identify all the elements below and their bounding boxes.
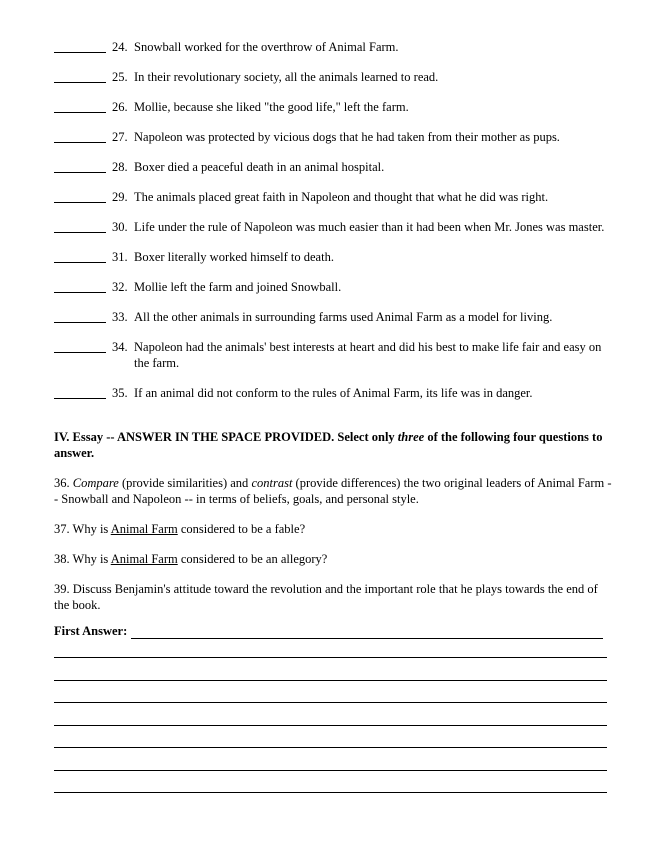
- true-false-list: [54, 39, 614, 415]
- question-32: [54, 279, 614, 295]
- question-34: [54, 339, 614, 371]
- question-text-end: considered to be a fable?: [177, 522, 306, 536]
- answer-line[interactable]: [54, 792, 607, 793]
- answer-blank[interactable]: [54, 129, 106, 143]
- question-35: [54, 385, 614, 401]
- emphasis-contrast: contrast: [251, 476, 293, 490]
- answer-line[interactable]: [54, 747, 607, 748]
- question-29: [54, 189, 614, 205]
- question-26: [54, 99, 614, 115]
- question-text: Boxer died a peaceful death in an animal hospital.: [134, 160, 385, 174]
- question-text-end: (provide differences) the two original leaders of Animal Farm -- Snowball and Napoleon -- in terms of beliefs, goals, and personal style.: [54, 476, 612, 506]
- answer-blank[interactable]: [54, 39, 106, 53]
- question-text: (provide similarities) and: [118, 476, 252, 490]
- question-text: The animals placed great faith in Napoleon and thought that what he did was right.: [134, 190, 549, 204]
- answer-blank[interactable]: [54, 249, 106, 263]
- answer-line[interactable]: [54, 770, 607, 771]
- question-33: [54, 309, 614, 325]
- question-text: Boxer literally worked himself to death.: [134, 250, 334, 264]
- essay-question-36: [54, 475, 614, 507]
- question-text: 37. Why is: [54, 522, 111, 536]
- essay-question-39: [54, 581, 614, 613]
- essay-heading-text: IV. Essay -- ANSWER IN THE SPACE PROVIDED. Select only: [54, 430, 398, 444]
- answer-blank[interactable]: [54, 339, 106, 353]
- question-number: 30.: [112, 220, 128, 234]
- answer-blank[interactable]: [54, 309, 106, 323]
- emphasis-compare: Compare: [72, 476, 119, 490]
- question-text: All the other animals in surrounding farms used Animal Farm as a model for living.: [134, 310, 553, 324]
- question-number: 33.: [112, 310, 128, 324]
- question-24: [54, 39, 614, 55]
- question-text: Snowball worked for the overthrow of Animal Farm.: [134, 40, 399, 54]
- question-number: 29.: [112, 190, 128, 204]
- question-number: 31.: [112, 250, 128, 264]
- first-answer-label: First Answer:: [54, 624, 128, 638]
- answer-blank[interactable]: [54, 219, 106, 233]
- answer-line[interactable]: [131, 626, 603, 639]
- answer-blank[interactable]: [54, 385, 106, 399]
- question-number: 26.: [112, 100, 128, 114]
- answer-blank[interactable]: [54, 69, 106, 83]
- answer-blank[interactable]: [54, 279, 106, 293]
- answer-line[interactable]: [54, 702, 607, 703]
- question-number: 36.: [54, 476, 73, 490]
- question-text: Life under the rule of Napoleon was much easier than it had been when Mr. Jones was master.: [134, 220, 605, 234]
- essay-heading-text-end: of the following four questions to answer.: [54, 430, 603, 460]
- book-title: Animal Farm: [110, 552, 178, 566]
- question-25: [54, 69, 614, 85]
- book-title: Animal Farm: [110, 522, 178, 536]
- question-28: [54, 159, 614, 175]
- question-text: 38. Why is: [54, 552, 111, 566]
- question-number: 28.: [112, 160, 128, 174]
- question-31: [54, 249, 614, 265]
- question-text: In their revolutionary society, all the animals learned to read.: [134, 70, 439, 84]
- question-text: Mollie left the farm and joined Snowball.: [134, 280, 342, 294]
- first-answer-area: [54, 623, 607, 639]
- question-text: Napoleon had the animals' best interests at heart and did his best to make life fair and easy on the farm.: [134, 340, 602, 370]
- essay-heading-emphasis: three: [397, 430, 425, 444]
- question-text-end: considered to be an allegory?: [177, 552, 328, 566]
- question-number: 24.: [112, 40, 128, 54]
- question-number: 35.: [112, 386, 128, 400]
- first-answer-row: [54, 623, 607, 639]
- question-text: 39. Discuss Benjamin's attitude toward the revolution and the important role that he plays towards the end of the book.: [54, 582, 598, 612]
- essay-question-37: [54, 521, 614, 537]
- answer-line[interactable]: [54, 725, 607, 726]
- question-number: 25.: [112, 70, 128, 84]
- answer-blank[interactable]: [54, 99, 106, 113]
- answer-line[interactable]: [54, 680, 607, 681]
- essay-question-38: [54, 551, 614, 567]
- question-number: 34.: [112, 340, 128, 354]
- question-27: [54, 129, 614, 145]
- answer-blank[interactable]: [54, 159, 106, 173]
- question-number: 32.: [112, 280, 128, 294]
- question-number: 27.: [112, 130, 128, 144]
- essay-section: [54, 429, 614, 627]
- essay-section-heading: [54, 429, 614, 461]
- answer-line[interactable]: [54, 657, 607, 658]
- question-text: Mollie, because she liked "the good life," left the farm.: [134, 100, 409, 114]
- question-text: Napoleon was protected by vicious dogs that he had taken from their mother as pups.: [134, 130, 560, 144]
- question-30: [54, 219, 614, 235]
- answer-blank[interactable]: [54, 189, 106, 203]
- question-text: If an animal did not conform to the rules of Animal Farm, its life was in danger.: [134, 386, 533, 400]
